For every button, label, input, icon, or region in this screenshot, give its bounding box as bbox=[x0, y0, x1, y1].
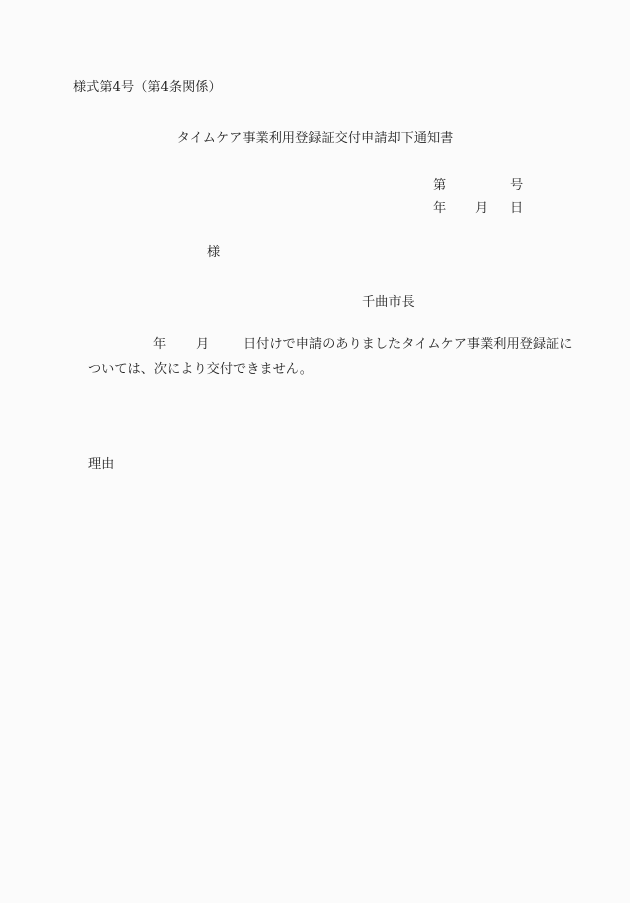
date-month-label: 月 bbox=[475, 201, 489, 216]
reason-label: 理由 bbox=[88, 457, 115, 472]
date-year-label: 年 bbox=[433, 201, 447, 216]
date-day-label: 日 bbox=[510, 201, 524, 216]
body-line2-text: ついては、次により交付できません。 bbox=[88, 362, 313, 377]
form-number: 様式第4号（第4条関係） bbox=[73, 80, 222, 95]
body-line1-text: 日付けで申請のありましたタイムケア事業利用登録証に bbox=[243, 337, 573, 352]
doc-number-suffix: 号 bbox=[510, 178, 524, 193]
document-title: タイムケア事業利用登録証交付申請却下通知書 bbox=[176, 131, 454, 146]
body-month-label: 月 bbox=[196, 337, 210, 352]
addressee-honorific: 様 bbox=[207, 245, 221, 260]
doc-number-prefix: 第 bbox=[433, 178, 447, 193]
sender-name: 千曲市長 bbox=[362, 295, 415, 310]
body-year-label: 年 bbox=[153, 337, 167, 352]
